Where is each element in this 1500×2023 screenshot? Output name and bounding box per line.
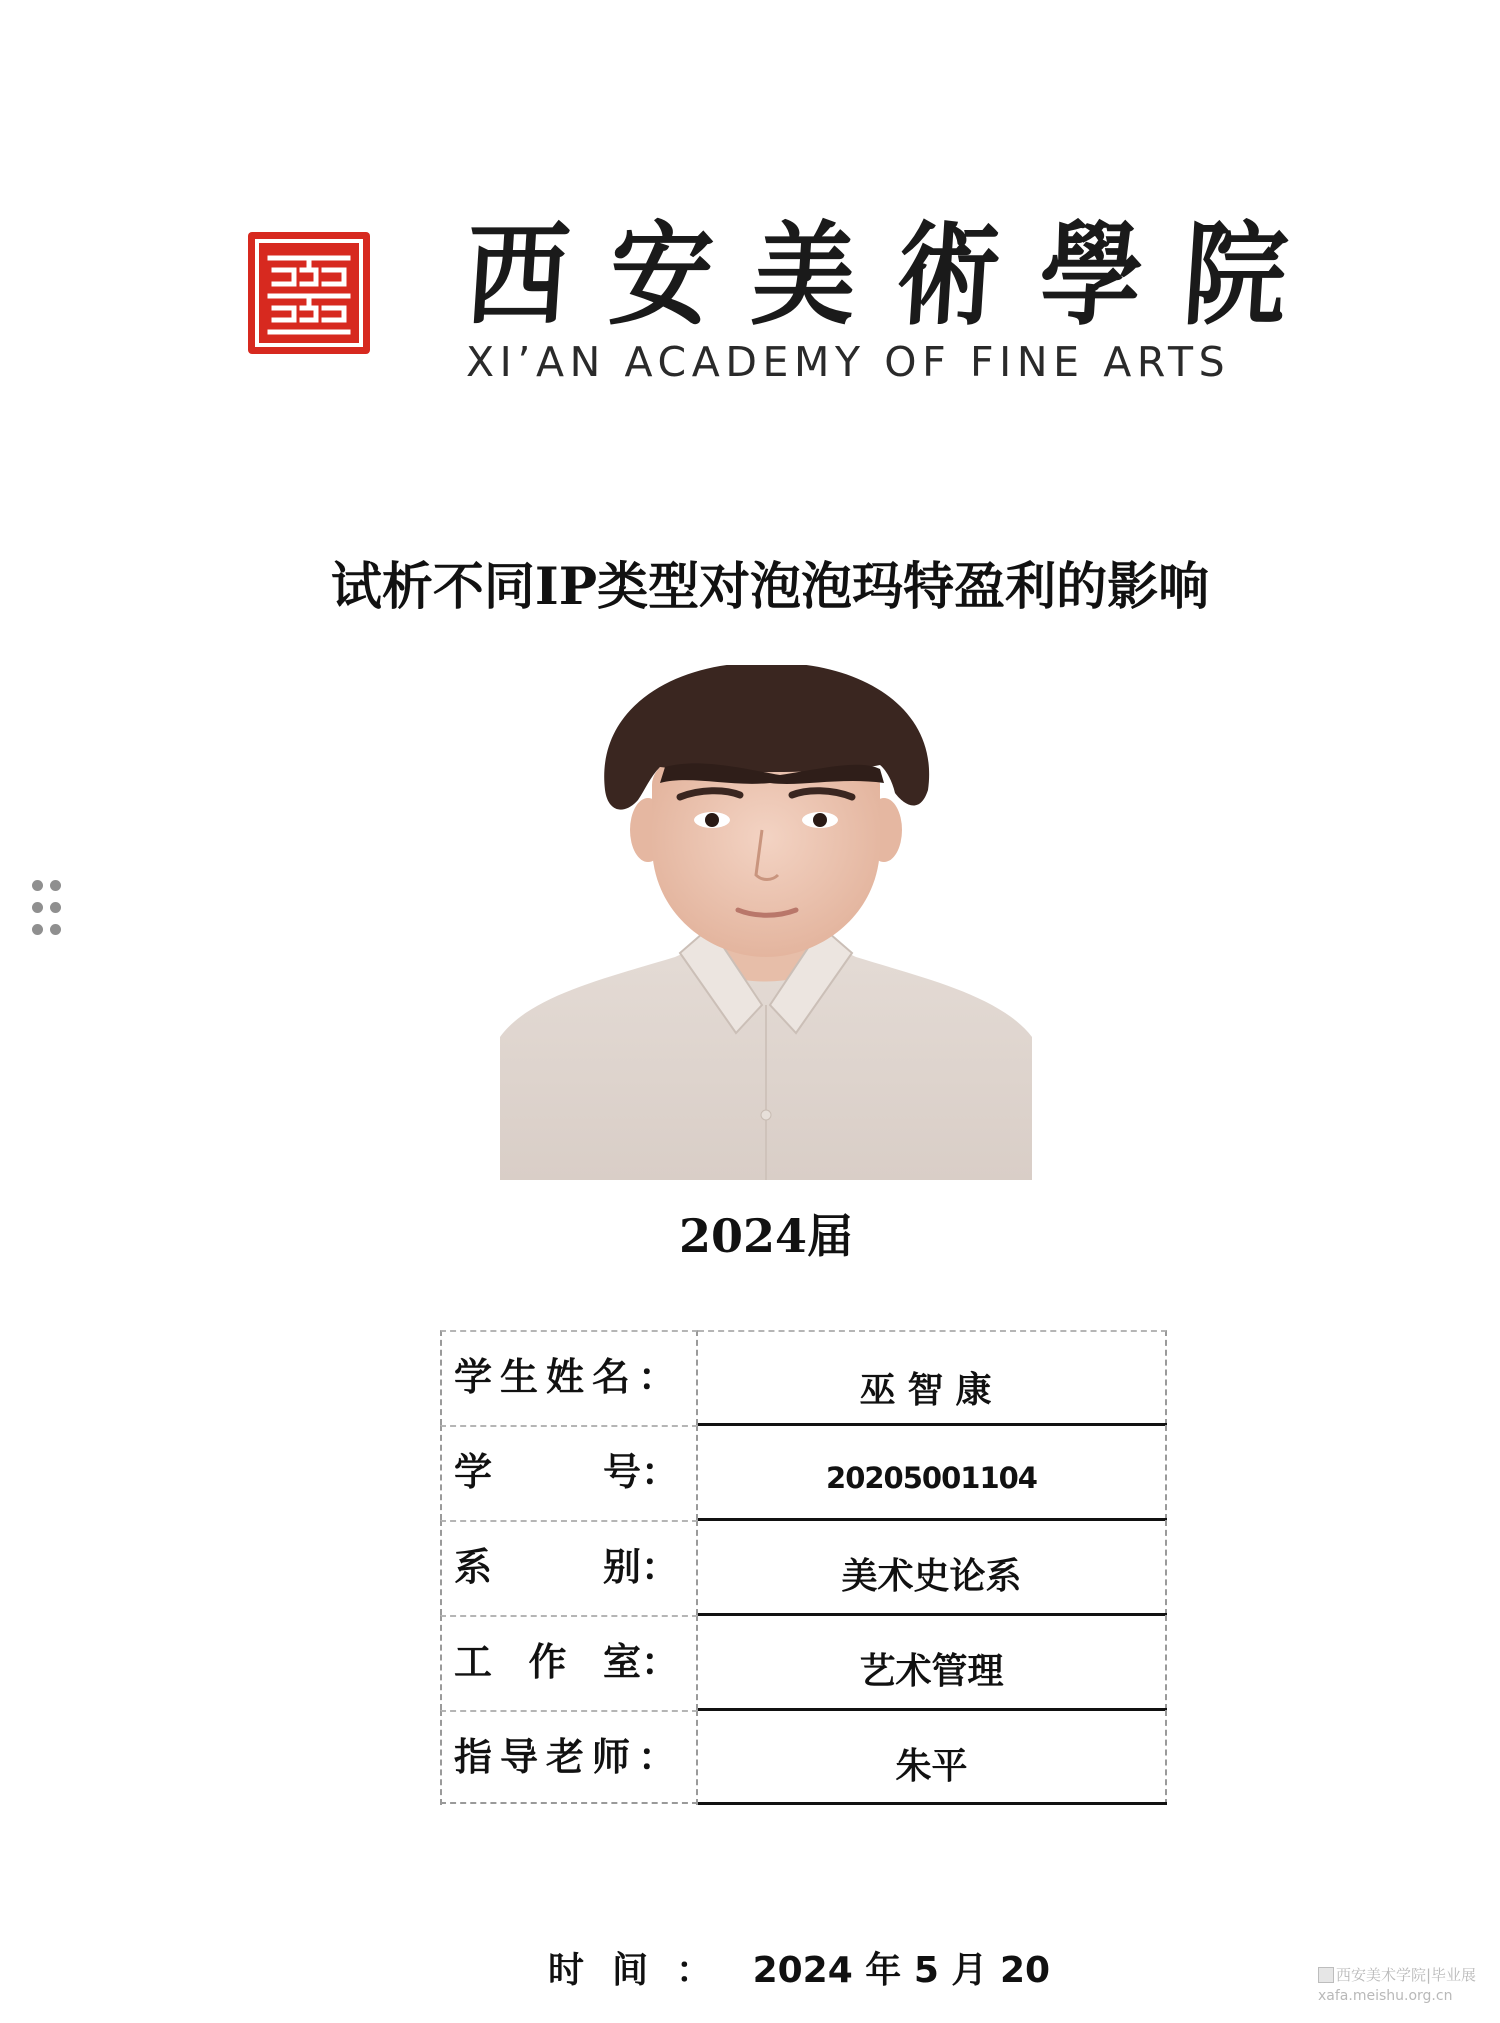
label-cell <box>440 1330 698 1425</box>
academy-name-chinese <box>461 196 1292 341</box>
value-cell <box>698 1330 1167 1425</box>
submission-date <box>548 1942 1050 1993</box>
student-name-value: 巫智康 <box>859 1370 1004 1411</box>
student-info-table <box>440 1330 1167 1804</box>
student-id-value: 20205001104 <box>826 1461 1037 1495</box>
label-char: 室： <box>602 1640 679 1684</box>
date-label: 时间： <box>548 1950 741 1991</box>
logo-char: 西 <box>461 209 574 341</box>
value-cell <box>698 1710 1167 1805</box>
department-value: 美术史论系 <box>841 1556 1022 1597</box>
table-bottom-border <box>440 1802 698 1804</box>
department-label <box>454 1536 679 1591</box>
academy-seal-logo <box>248 232 370 354</box>
value-underline <box>698 1802 1167 1805</box>
label-char: 作 <box>528 1640 567 1684</box>
studio-label <box>454 1631 679 1686</box>
studio-value: 艺术管理 <box>859 1651 1004 1692</box>
advisor-value: 朱平 <box>895 1746 968 1787</box>
watermark-title: 西安美术学院|毕业展 <box>1336 1966 1477 1984</box>
student-name-label: 学生姓名： <box>454 1355 685 1399</box>
watermark-url: xafa.meishu.org.cn <box>1318 1988 1453 2004</box>
logo-char: 安 <box>605 209 717 341</box>
info-row-student-name <box>440 1330 1167 1425</box>
watermark-logo-icon <box>1318 1967 1334 1983</box>
logo-char: 美 <box>748 209 861 341</box>
label-char: 别： <box>602 1545 679 1589</box>
value-cell <box>698 1615 1167 1710</box>
label-cell <box>440 1520 698 1615</box>
thesis-title: 试析不同IP类型对泡泡玛特盈利的影响 <box>330 557 1210 617</box>
site-watermark <box>1318 1963 1498 2013</box>
label-char: 号： <box>602 1450 679 1494</box>
logo-char: 術 <box>892 209 1004 341</box>
label-char: 学 <box>454 1450 493 1494</box>
label-char: 系 <box>454 1545 493 1589</box>
student-id-label <box>454 1441 679 1496</box>
date-value: 2024 年 5 月 20 <box>752 1950 1051 1991</box>
logo-char: 院 <box>1179 209 1292 341</box>
academy-name-english: XI’AN ACADEMY OF FINE ARTS <box>466 338 1231 386</box>
logo-char: 學 <box>1036 209 1148 341</box>
drag-handle-icon[interactable] <box>30 880 66 938</box>
info-row-advisor <box>440 1710 1167 1805</box>
info-row-department <box>440 1520 1167 1615</box>
student-portrait-photo <box>500 665 1032 1180</box>
info-row-student-id <box>440 1425 1167 1520</box>
advisor-label: 指导老师： <box>454 1735 685 1779</box>
label-char: 工 <box>454 1640 493 1684</box>
label-cell <box>440 1425 698 1520</box>
info-row-studio <box>440 1615 1167 1710</box>
graduation-year: 2024届 <box>678 1209 854 1263</box>
label-cell <box>440 1615 698 1710</box>
label-cell <box>440 1710 698 1805</box>
value-cell <box>698 1520 1167 1615</box>
value-cell <box>698 1425 1167 1520</box>
